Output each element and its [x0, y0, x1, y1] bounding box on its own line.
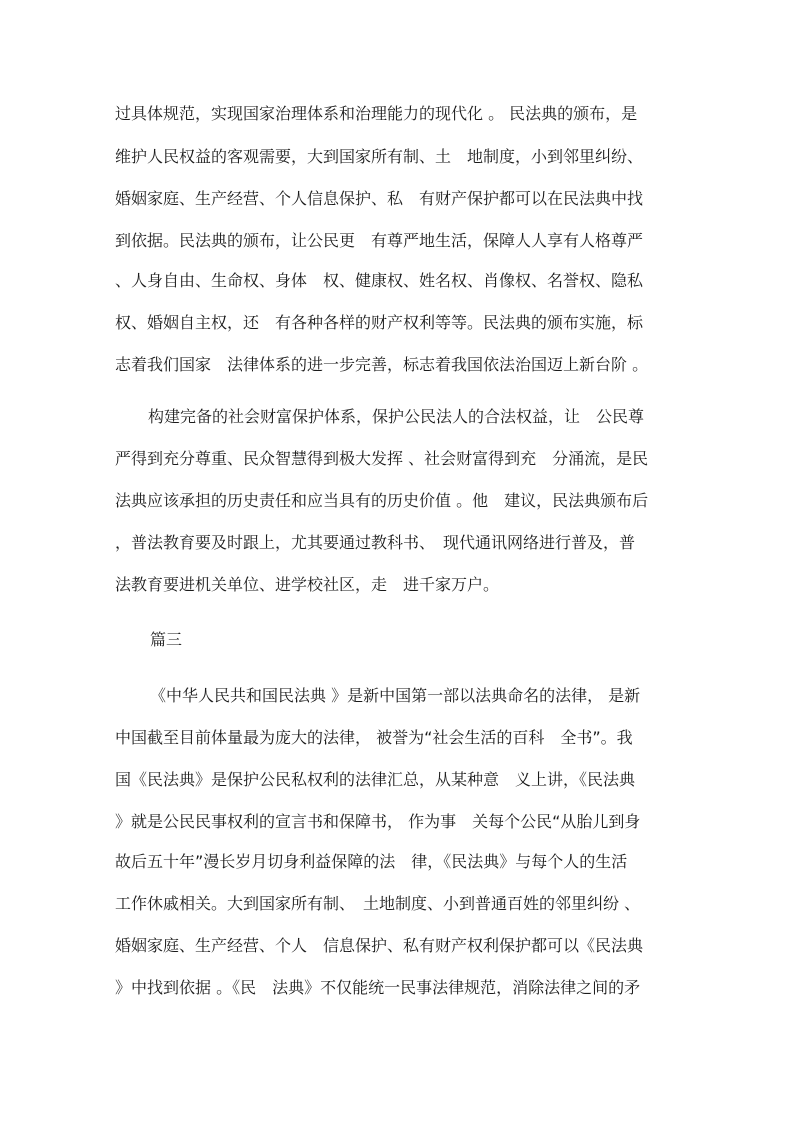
paragraph-1-line: 婚姻家庭、生产经营、个人信息保护、私 有财产保护都可以在民法典中找 [115, 189, 644, 208]
paragraph-1-line: 志着我们国家 法律体系的进一步完善，标志着我国依法治国迈上新台阶 。 [115, 355, 649, 374]
paragraph-1-line: 维护人民权益的客观需要，大到国家所有制、土 地制度，小到邻里纠纷、 [115, 147, 644, 166]
paragraph-3-line: 国《民法典》是保护公民私权利的法律汇总，从某种意 义上讲，《民法典 [115, 770, 636, 789]
paragraph-1-line: 权、婚姻自主权，还 有各种各样的财产权利等等。民法典的颁布实施，标 [115, 313, 644, 332]
paragraph-1-line: 、人身自由、生命权、身体 权、健康权、姓名权、肖像权、名誉权、隐私 [115, 271, 644, 290]
paragraph-2-line: 法典应该承担的历史责任和应当具有的历史价值 。他 建议，民法典颁布后 [115, 491, 649, 510]
paragraph-2-line: ，普法教育要及时跟上，尤其要通过教科书、 现代通讯网络进行普及，普 [115, 533, 636, 552]
paragraph-3-line: 》就是公民民事权利的宣言书和保障书， 作为事 关每个公民“从胎儿到身 [115, 812, 641, 831]
paragraph-3-line: 工作休戚相关。大到国家所有制、 土地制度、小到普通百姓的邻里纠纷 、 [115, 894, 641, 913]
paragraph-2-line: 构建完备的社会财富保护体系，保护公民法人的合法权益，让 公民尊 [148, 407, 645, 426]
paragraph-3-line: 婚姻家庭、生产经营、个人 信息保护、私有财产权利保护都可以《民法典 [115, 936, 644, 955]
paragraph-1-line: 到依据。民法典的颁布，让公民更 有尊严地生活，保障人人享有人格尊严 [115, 231, 644, 250]
paragraph-1-line: 过具体规范，实现国家治理体系和治理能力的现代化 。 民法典的颁布，是 [115, 104, 638, 123]
paragraph-3-line: 》中找到依据 。《民 法典》不仅能统一民事法律规范，消除法律之间的矛 [115, 978, 641, 997]
paragraph-2-line: 法教育要进机关单位、进学校社区，走 进千家万户。 [115, 575, 500, 594]
section-heading: 篇三 [150, 630, 183, 649]
paragraph-2-line: 严得到充分尊重、民众智慧得到极大发挥 、社会财富得到充 分涌流，是民 [115, 449, 649, 468]
paragraph-3-line: 《中华人民共和国民法典 》是新中国第一部以法典命名的法律， 是新 [150, 686, 641, 705]
paragraph-3-line: 中国截至目前体量最为庞大的法律， 被誉为“社会生活的百科 全书”。我 [115, 728, 633, 747]
paragraph-3-line: 故后五十年”漫长岁月切身利益保障的法 律，《民法典》与每个人的生活 [115, 852, 628, 871]
